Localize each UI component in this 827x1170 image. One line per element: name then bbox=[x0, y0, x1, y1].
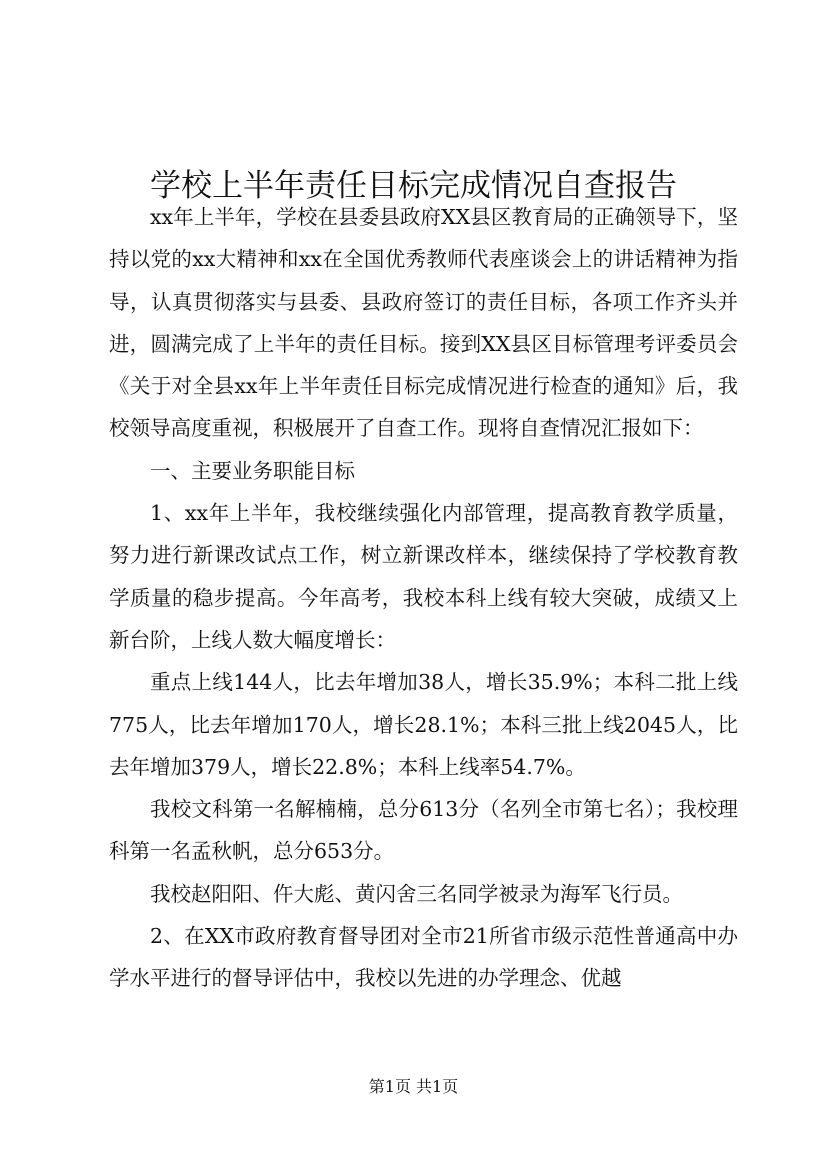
paragraph-pilots: 我校赵阳阳、仵大彪、黄闪舍三名同学被录为海军飞行员。 bbox=[150, 881, 683, 906]
paragraph-top-scores: 我校文科第一名解楠楠，总分613分（名列全市第七名）；我校理科第一名孟秋帆，总分653分。 bbox=[109, 797, 738, 864]
paragraph-item-1: 1、xx年上半年，我校继续强化内部管理，提高教育教学质量，努力进行新课改试点工作，树立新课改样本，继续保持了学校教育教学质量的稳步提高。今年高考，我校本科上线有较大突破，成绩又上新台阶，上线人数大幅度增长： bbox=[109, 501, 738, 652]
document-body bbox=[109, 196, 738, 1000]
section-heading-main-goals: 一、主要业务职能目标 bbox=[150, 458, 355, 483]
paragraph-item-2: 2、在XX市政府教育督导团对全市21所省市级示范性普通高中办学水平进行的督导评估中，我校以先进的办学理念、优越 bbox=[109, 924, 738, 991]
paragraph-statistics: 重点上线144人，比去年增加38人，增长35.9%；本科二批上线775人，比去年增加170人，增长28.1%；本科三批上线2045人，比去年增加379人，增长22.8%；本科上线率54.7%。 bbox=[109, 670, 738, 779]
paragraph-intro: xx年上半年，学校在县委县政府XX县区教育局的正确领导下，坚持以党的xx大精神和xx在全国优秀教师代表座谈会上的讲话精神为指导，认真贯彻落实与县委、县政府签订的责任目标，各项工作齐头并进，圆满完成了上半年的责任目标。接到XX县区目标管理考评委员会《关于对全县xx年上半年责任目标完成情况进行检查的通知》后，我校领导高度重视，积极展开了自查工作。现将自查情况汇报如下： bbox=[109, 205, 738, 441]
page-title: 学校上半年责任目标完成情况自查报告 bbox=[150, 167, 677, 204]
page-number-footer: 第1页 共1页 bbox=[368, 1077, 459, 1096]
